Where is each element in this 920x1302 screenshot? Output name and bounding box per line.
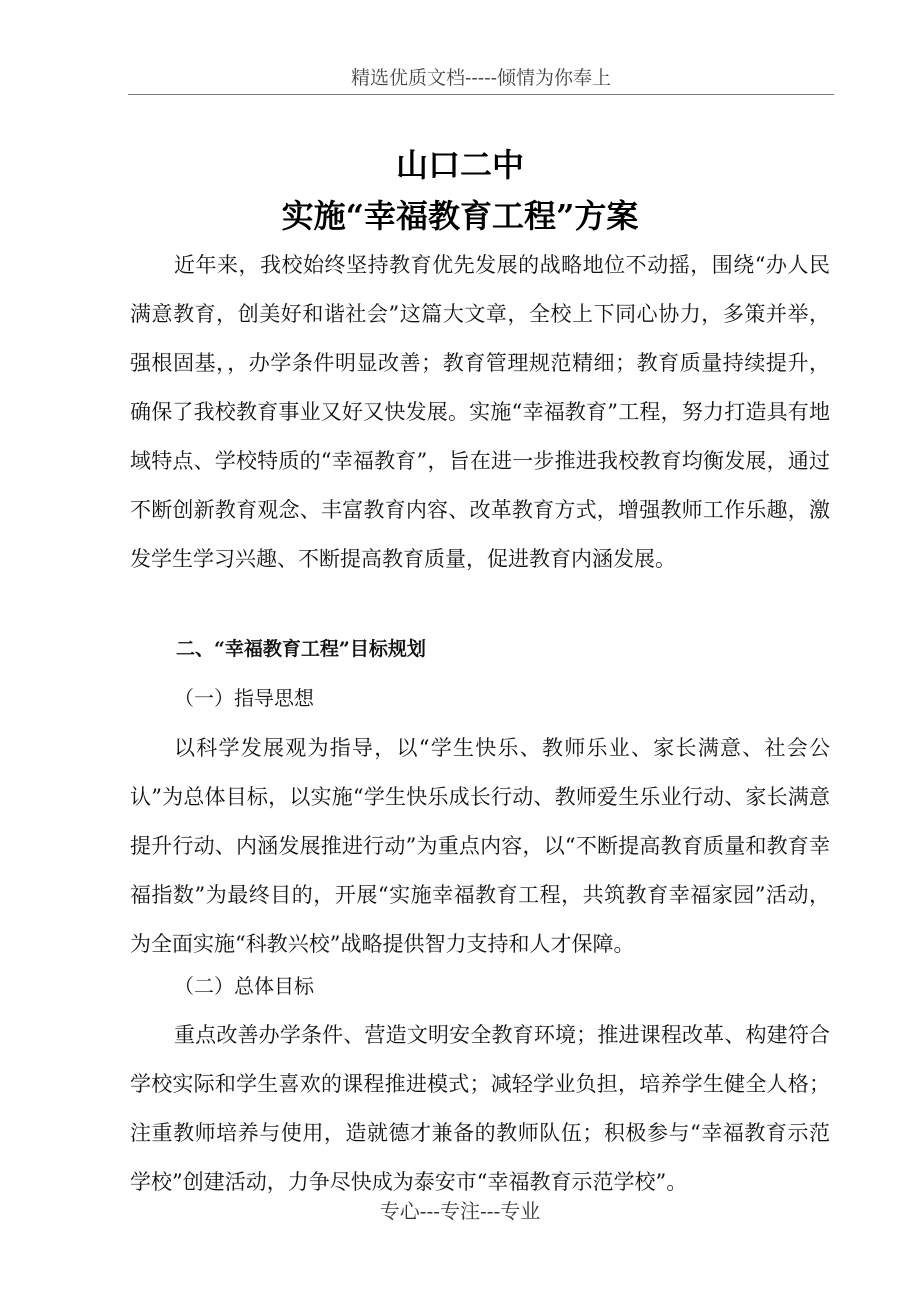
intro-paragraph: 近年来，我校始终坚持教育优先发展的战略地位不动摇，围绕“办人民满意教育，创美好和谐社会”这篇大文章，全校上下同心协力，多策并举，强根固基，，办学条件明显改善；教育管理规范精细；教育质量持续提升，确保了我校教育事业又好又快发展。实施“幸福教育”工程，努力打造具有地域特点、学校特质的“幸福教育”，旨在进一步推进我校教育均衡发展，通过不断创新教育观念、丰富教育内容、改革教育方式，增强教师工作乐趣，激发学生学习兴趣、不断提高教育质量，促进教育内涵发展。 bbox=[130, 253, 830, 571]
goal-paragraph: 重点改善办学条件、营造文明安全教育环境；推进课程改革、构建符合学校实际和学生喜欢的课程推进模式；减轻学业负担，培养学生健全人格；注重教师培养与使用，造就德才兼备的教师队伍；积极参与“幸福教育示范学校”创建活动，力争尽快成为泰安市“幸福教育示范学校”。 bbox=[130, 1023, 830, 1194]
guiding-paragraph: 以科学发展观为指导，以“学生快乐、教师乐业、家长满意、社会公认”为总体目标，以实施“学生快乐成长行动、教师爱生乐业行动、家长满意提升行动、内涵发展推进行动”为重点内容，以“不断提高教育质量和教育幸福指数”为最终目的，开展“实施幸福教育工程，共筑教育幸福家园”活动，为全面实施“科教兴校”战略提供智力支持和人才保障。 bbox=[130, 736, 830, 956]
section-heading: 二、“幸福教育工程”目标规划 bbox=[176, 638, 426, 660]
subsection-heading-goal: （二）总体目标 bbox=[174, 974, 314, 998]
subsection-heading-guiding: （一）指导思想 bbox=[174, 686, 314, 710]
school-name-title: 山口二中 bbox=[395, 146, 524, 184]
page-header: 精选优质文档-----倾情为你奉上 bbox=[128, 62, 834, 95]
page-footer: 专心---专注---专业 bbox=[379, 1199, 541, 1223]
document-title: 实施“幸福教育工程”方案 bbox=[281, 197, 639, 235]
